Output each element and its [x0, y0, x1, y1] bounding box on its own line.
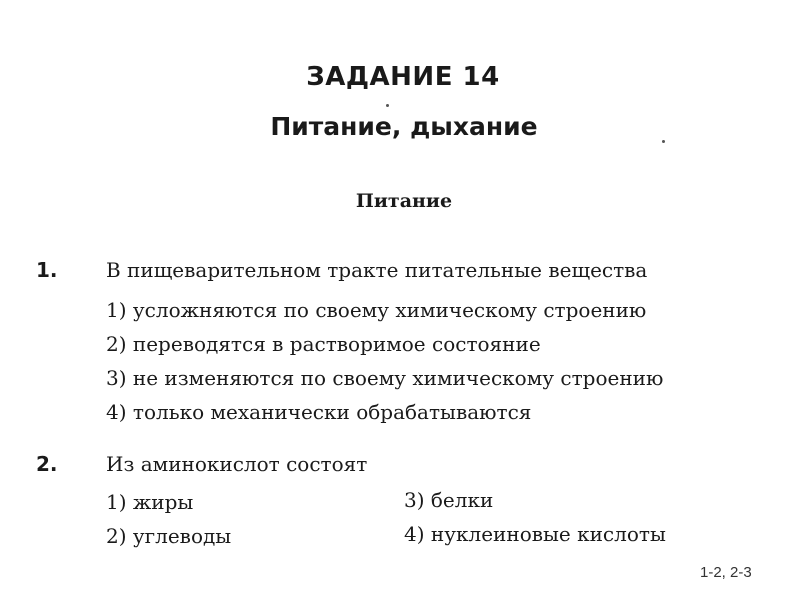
option-text: жиры	[132, 490, 194, 514]
option-number: 1)	[106, 298, 127, 322]
option-text: углеводы	[132, 524, 232, 548]
option-text: не изменяются по своему химическому строению	[132, 366, 664, 390]
option-number: 2)	[106, 332, 127, 356]
option-text: белки	[430, 488, 494, 512]
page-subtitle: Питание, дыхание	[270, 112, 538, 141]
option-number: 1)	[106, 490, 127, 514]
question-2-option-2	[106, 524, 231, 548]
scan-speck	[386, 104, 389, 107]
question-2-option-3	[404, 488, 493, 512]
question-2-option-1	[106, 490, 193, 514]
option-text: переводятся в растворимое состояние	[132, 332, 541, 356]
option-text: усложняются по своему химическому строению	[132, 298, 647, 322]
question-1-option-3	[106, 366, 663, 390]
section-title: Питание	[355, 190, 453, 212]
question-2-option-4	[404, 522, 666, 546]
option-number: 3)	[106, 366, 127, 390]
answer-key: 1-2, 2-3	[700, 564, 752, 581]
question-1-option-4	[106, 400, 531, 424]
question-1-option-2	[106, 332, 541, 356]
option-number: 4)	[404, 522, 425, 546]
question-1-text: В пищеварительном тракте питательные вещества	[106, 258, 648, 282]
scan-speck	[662, 140, 665, 143]
question-2-text: Из аминокислот состоят	[106, 452, 368, 476]
page-title: ЗАДАНИЕ 14	[306, 62, 500, 92]
option-number: 2)	[106, 524, 127, 548]
option-number: 4)	[106, 400, 127, 424]
option-text: нуклеиновые кислоты	[430, 522, 666, 546]
option-text: только механически обрабатываются	[132, 400, 532, 424]
question-2-number: 2.	[36, 452, 58, 476]
question-1-option-1	[106, 298, 646, 322]
question-1-number: 1.	[36, 258, 58, 282]
option-number: 3)	[404, 488, 425, 512]
